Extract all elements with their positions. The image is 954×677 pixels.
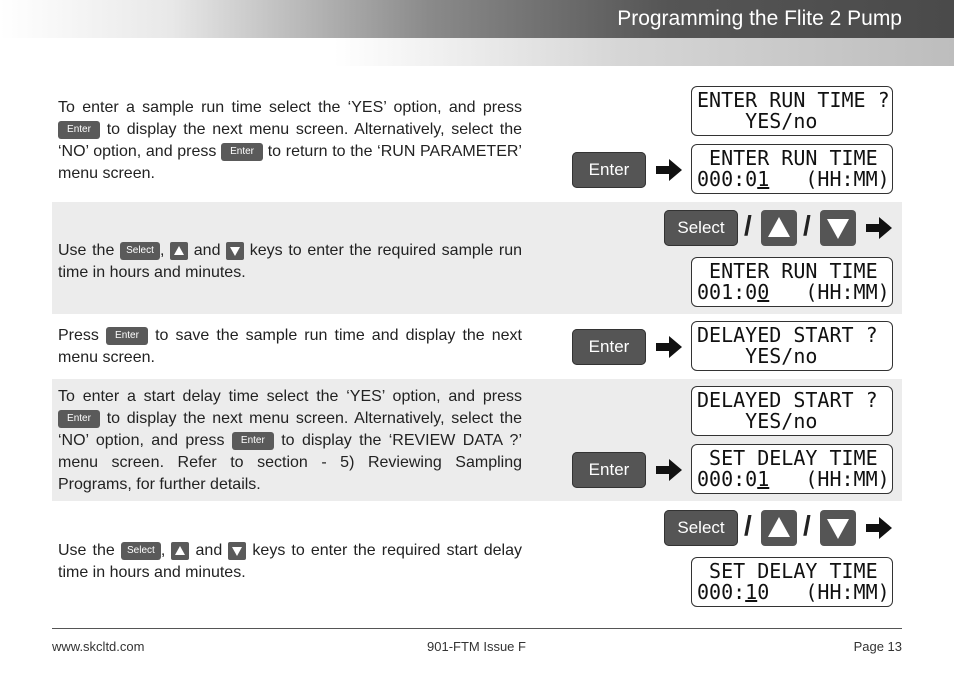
down-arrow-key-icon (820, 510, 856, 546)
footer-divider (52, 628, 902, 629)
up-arrow-key-icon (171, 542, 189, 560)
lcd-display-set-delay-time: SET DELAY TIME 000:01 (HH:MM) (691, 444, 893, 494)
page-header (0, 0, 954, 38)
slash-separator: / (803, 510, 811, 541)
section-4-text: To enter a start delay time select the ‘YES’ option, and press Enter to display the next menu screen. Alternatively, select the ‘NO’ option, and press Enter to display the ‘REVIEW DATA ?’ menu screen. Refer to section - 5) Reviewing Sampling Programs, for further details. (58, 388, 522, 493)
select-key-button: Select (664, 210, 738, 246)
right-arrow-icon (866, 217, 892, 239)
section-1-text: To enter a sample run time select the ‘YES’ option, and press Enter to display the next menu screen. Alternatively, select the ‘NO’ option, and press Enter to return to the ‘RUN PARAMETER’ menu screen. (58, 99, 522, 182)
enter-key-icon: Enter (221, 143, 263, 161)
down-arrow-key-icon (228, 542, 246, 560)
right-arrow-icon (656, 159, 682, 181)
header-subbar (0, 38, 954, 66)
slash-separator: / (744, 210, 752, 241)
right-arrow-icon (656, 336, 682, 358)
lcd-display-delay-time-adjusted: SET DELAY TIME 000:10 (HH:MM) (691, 557, 893, 607)
up-arrow-key-icon (761, 510, 797, 546)
right-arrow-icon (866, 517, 892, 539)
select-key-button: Select (664, 510, 738, 546)
lcd-display-enter-run-time-value: ENTER RUN TIME 000:01 (HH:MM) (691, 144, 893, 194)
enter-key-button: Enter (572, 452, 646, 488)
section-5-text: Use the Select , and keys to enter the required start delay time in hours and minutes. (58, 542, 522, 581)
lcd-display-run-time-adjusted: ENTER RUN TIME 001:00 (HH:MM) (691, 257, 893, 307)
section-2-text: Use the Select , and keys to enter the required sample run time in hours and minutes. (58, 242, 523, 281)
slash-separator: / (744, 510, 752, 541)
up-arrow-key-icon (170, 242, 188, 260)
footer-page-number: Page 13 (853, 639, 902, 654)
enter-key-button: Enter (572, 329, 646, 365)
slash-separator: / (803, 210, 811, 241)
enter-key-icon: Enter (58, 410, 100, 428)
footer-document-id: 901-FTM Issue F (427, 639, 526, 654)
down-arrow-key-icon (226, 242, 244, 260)
enter-key-icon: Enter (106, 327, 148, 345)
lcd-display-delayed-start: DELAYED START ? YES/no (691, 386, 893, 436)
right-arrow-icon (656, 459, 682, 481)
select-key-icon: Select (120, 242, 160, 260)
enter-key-icon: Enter (58, 121, 100, 139)
lcd-display-delayed-start: DELAYED START ? YES/no (691, 321, 893, 371)
enter-key-button: Enter (572, 152, 646, 188)
section-3-text: Press Enter to save the sample run time and display the next menu screen. (58, 327, 522, 366)
footer-website: www.skcltd.com (52, 639, 145, 654)
lcd-display-enter-run-time-question: ENTER RUN TIME ? YES/no (691, 86, 893, 136)
up-arrow-key-icon (761, 210, 797, 246)
select-key-icon: Select (121, 542, 161, 560)
enter-key-icon: Enter (232, 432, 274, 450)
page-title: Programming the Flite 2 Pump (617, 7, 902, 30)
down-arrow-key-icon (820, 210, 856, 246)
